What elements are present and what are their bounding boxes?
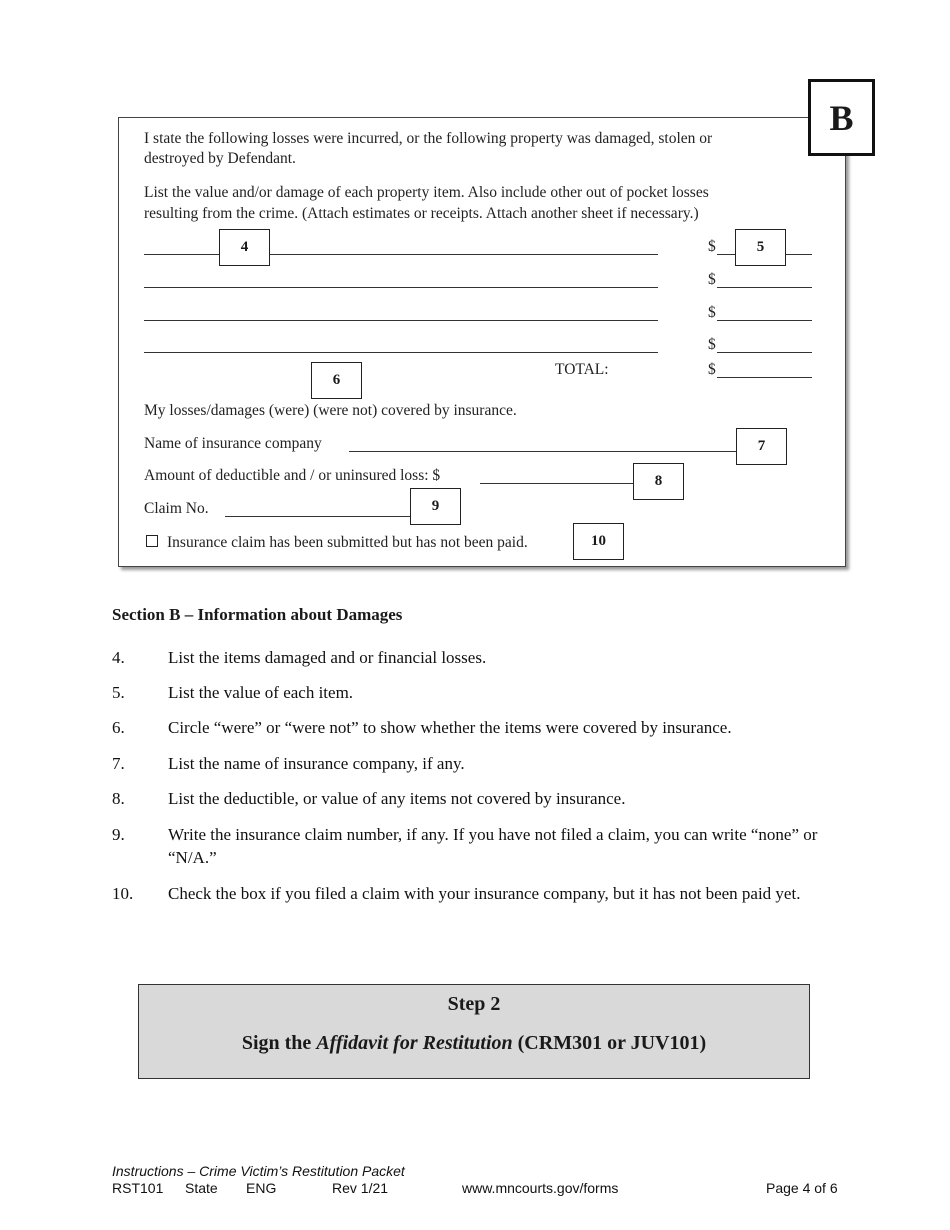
footer-form-code: RST101 [112,1180,164,1196]
callout-6: 6 [311,362,362,399]
step-subtitle-prefix: Sign the [241,1032,317,1054]
instruction-text: List the value of each item. [168,683,354,702]
dollar-sign: $ [708,238,716,255]
step-subtitle [139,1032,809,1055]
instruction-number: 9. [112,825,125,844]
instruction-text: Write the insurance claim number, if any. If you have not filed a claim, you can write “none” or “N/A.” [168,825,818,867]
instruction-item [112,681,842,704]
total-line [717,377,812,378]
footer-url[interactable]: www.mncourts.gov/forms [462,1180,619,1196]
callout-4: 4 [219,229,270,266]
step-title: Step 2 [447,993,501,1015]
total-label: TOTAL: [555,361,609,378]
value-instruction-line-1: List the value and/or damage of each property item. Also include other out of pocket losses [144,184,709,201]
instruction-item [112,823,842,869]
deductible-label: Amount of deductible and / or uninsured loss: $ [144,467,441,484]
callout-5: 5 [735,229,786,266]
value-instruction-line-2: resulting from the crime. (Attach estimates or receipts. Attach another sheet if necessary.) [144,205,699,222]
value-line-3 [717,320,812,321]
instruction-item [112,882,842,905]
claim-submitted-label: Insurance claim has been submitted but has not been paid. [167,534,528,551]
insurance-company-line [349,451,739,452]
step-2-box [138,984,810,1079]
loss-statement-line-2: destroyed by Defendant. [144,150,296,167]
value-line-4 [717,352,812,353]
callout-9: 9 [410,488,461,525]
dollar-sign: $ [708,361,716,378]
instruction-item [112,752,842,775]
dollar-sign: $ [708,336,716,353]
instruction-text: Circle “were” or “were not” to show whether the items were covered by insurance. [168,718,732,737]
item-line-3 [144,320,658,321]
loss-statement-line-1: I state the following losses were incurred, or the following property was damaged, stolen or [144,130,713,147]
instruction-item [112,787,842,810]
insurance-coverage-text: My losses/damages (were) (were not) covered by insurance. [144,402,517,419]
section-heading: Section B – Information about Damages [112,605,403,624]
footer-revision: Rev 1/21 [332,1180,389,1196]
instruction-text: List the items damaged and or financial losses. [168,648,487,667]
value-line-2 [717,287,812,288]
section-b-corner-label: B [808,79,875,156]
affidavit-title: Affidavit for Restitution [316,1032,513,1054]
claim-submitted-checkbox [146,535,158,547]
instruction-number: 7. [112,754,125,773]
callout-8: 8 [633,463,684,500]
instruction-text: List the name of insurance company, if any. [168,754,465,773]
instruction-number: 4. [112,648,125,667]
footer-jurisdiction: State [185,1180,218,1196]
footer-title: Instructions – Crime Victim’s Restitution Packet [112,1163,405,1179]
instruction-number: 10. [112,884,134,903]
footer-language: ENG [246,1180,277,1196]
callout-10: 10 [573,523,624,560]
instruction-number: 8. [112,789,125,808]
insurance-company-label: Name of insurance company [144,435,322,452]
instruction-number: 6. [112,718,125,737]
item-line-2 [144,287,658,288]
instruction-text: Check the box if you filed a claim with your insurance company, but it has not been paid yet. [168,884,801,903]
dollar-sign: $ [708,271,716,288]
deductible-line [480,483,635,484]
instruction-item [112,646,842,669]
claim-number-label: Claim No. [144,500,209,517]
callout-7: 7 [736,428,787,465]
footer-page-number: Page 4 of 6 [766,1180,838,1196]
instruction-item [112,716,842,739]
claim-number-line [225,516,411,517]
item-line-4 [144,352,658,353]
dollar-sign: $ [708,304,716,321]
instruction-number: 5. [112,683,125,702]
instruction-text: List the deductible, or value of any items not covered by insurance. [168,789,626,808]
step-subtitle-suffix: (CRM301 or JUV101) [512,1032,707,1054]
